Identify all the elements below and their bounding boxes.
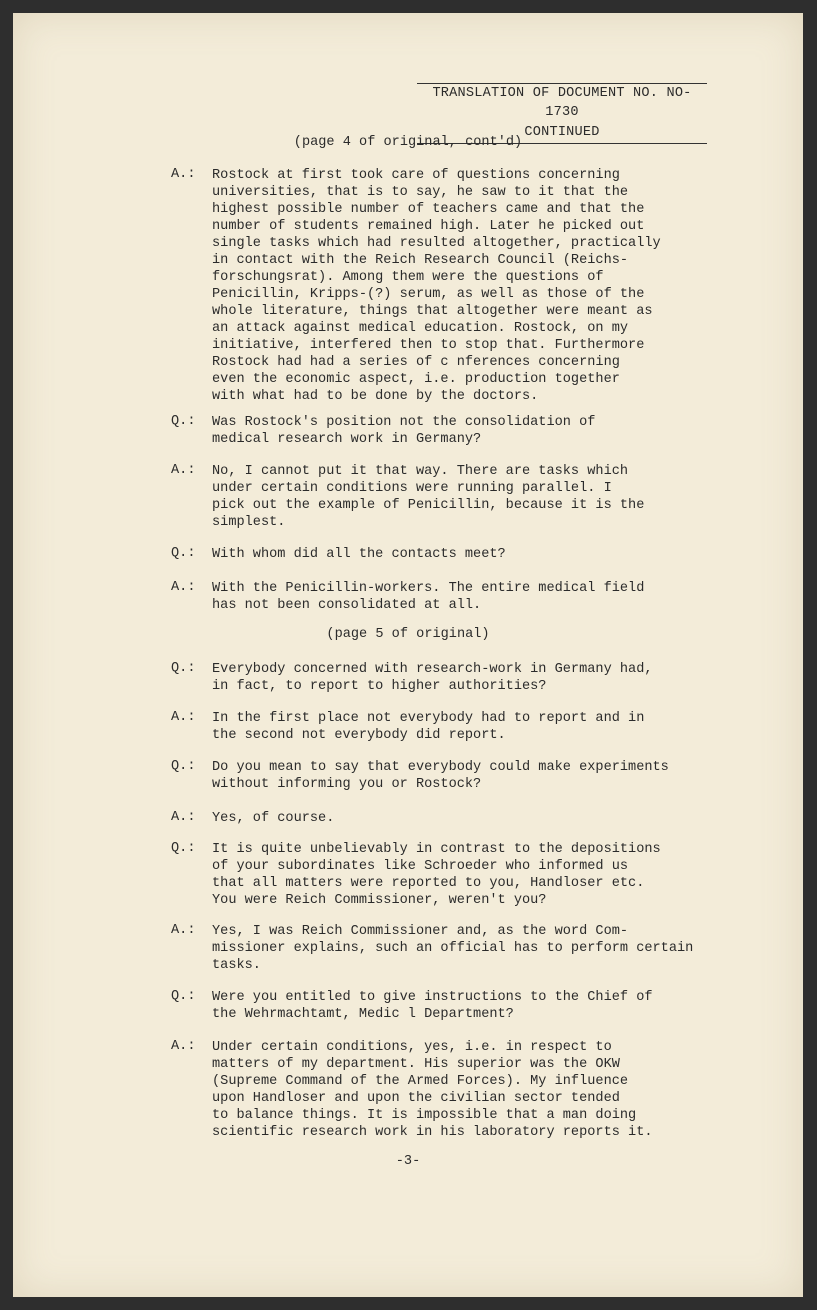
speaker-label: A.: (171, 167, 196, 182)
header-subtitle: CONTINUED (417, 123, 707, 144)
speaker-label: A.: (171, 1039, 196, 1054)
entry-text: No, I cannot put it that way. There are tasks which under certain conditions were running parallel. I pick out the example of Penicillin, because it is the simplest. (212, 464, 645, 530)
speaker-label: A.: (171, 923, 196, 938)
qa-entry (171, 810, 711, 827)
entry-text: Under certain conditions, yes, i.e. in respect to matters of my department. His superior was the OKW (Supreme Command of the Armed Forces). My influence upon Handloser and upon the civilian sector tended to balance things. It is impossible that a man doing scientific research work in his laboratory reports it. (212, 1040, 653, 1140)
speaker-label: A.: (171, 580, 196, 595)
qa-entry (171, 167, 711, 405)
entry-text: Were you entitled to give instructions to the Chief of the Wehrmachtamt, Medic l Department? (212, 990, 653, 1022)
qa-entry (171, 580, 711, 614)
speaker-label: A.: (171, 810, 196, 825)
qa-entry (171, 989, 711, 1023)
qa-entry (171, 1039, 711, 1141)
entry-text: Rostock at first took care of questions concerning universities, that is to say, he saw to it that the highest possible number of teachers came and that the number of students remained high. Later he picked out single tasks which had resulted altogether, practically in contact with the Reich Research Council (Reichs- forschungsrat). Among them were the questions of Penicillin, Kripps-(?) serum, as well as those of the whole literature, things that altogether were meant as an attack against medical education. Rostock, on my initiative, interfered then to stop that. Furthermore Rostock had had a series of c nferences concerning even the economic aspect, i.e. production together with what had to be done by the doctors. (212, 168, 661, 404)
page-note-4: (page 4 of original, cont'd) (293, 135, 523, 150)
qa-entry (171, 546, 711, 563)
speaker-label: A.: (171, 463, 196, 478)
entry-text: In the first place not everybody had to report and in the second not everybody did report. (212, 711, 645, 743)
speaker-label: Q.: (171, 989, 196, 1004)
entry-text: It is quite unbelievably in contrast to the depositions of your subordinates like Schroeder who informed us that all matters were reported to you, Handloser etc. You were Reich Commissioner, weren't you? (212, 842, 661, 908)
entry-text: Everybody concerned with research-work in Germany had, in fact, to report to higher authorities? (212, 662, 653, 694)
entry-text: With the Penicillin-workers. The entire medical field has not been consolidated at all. (212, 581, 645, 613)
speaker-label: Q.: (171, 414, 196, 429)
entry-text: Yes, I was Reich Commissioner and, as the word Com- missioner explains, such an official has to perform certain tasks. (212, 924, 694, 973)
qa-entry (171, 710, 711, 744)
entry-text: Was Rostock's position not the consolidation of medical research work in Germany? (212, 415, 596, 447)
qa-entry (171, 759, 711, 793)
qa-entry (171, 463, 711, 531)
qa-entry (171, 841, 711, 909)
speaker-label: Q.: (171, 661, 196, 676)
speaker-label: Q.: (171, 546, 196, 561)
page-note-5: (page 5 of original) (326, 627, 490, 642)
qa-entry (171, 923, 711, 974)
qa-entry (171, 661, 711, 695)
speaker-label: Q.: (171, 759, 196, 774)
qa-entry (171, 414, 711, 448)
entry-text: With whom did all the contacts meet? (212, 547, 506, 562)
speaker-label: Q.: (171, 841, 196, 856)
entry-text: Do you mean to say that everybody could make experiments without informing you or Rostock? (212, 760, 669, 792)
entry-text: Yes, of course. (212, 811, 335, 826)
speaker-label: A.: (171, 710, 196, 725)
document-page (13, 13, 803, 1297)
header-title: TRANSLATION OF DOCUMENT NO. NO-1730 (417, 83, 707, 122)
page-number: -3- (395, 1154, 421, 1169)
